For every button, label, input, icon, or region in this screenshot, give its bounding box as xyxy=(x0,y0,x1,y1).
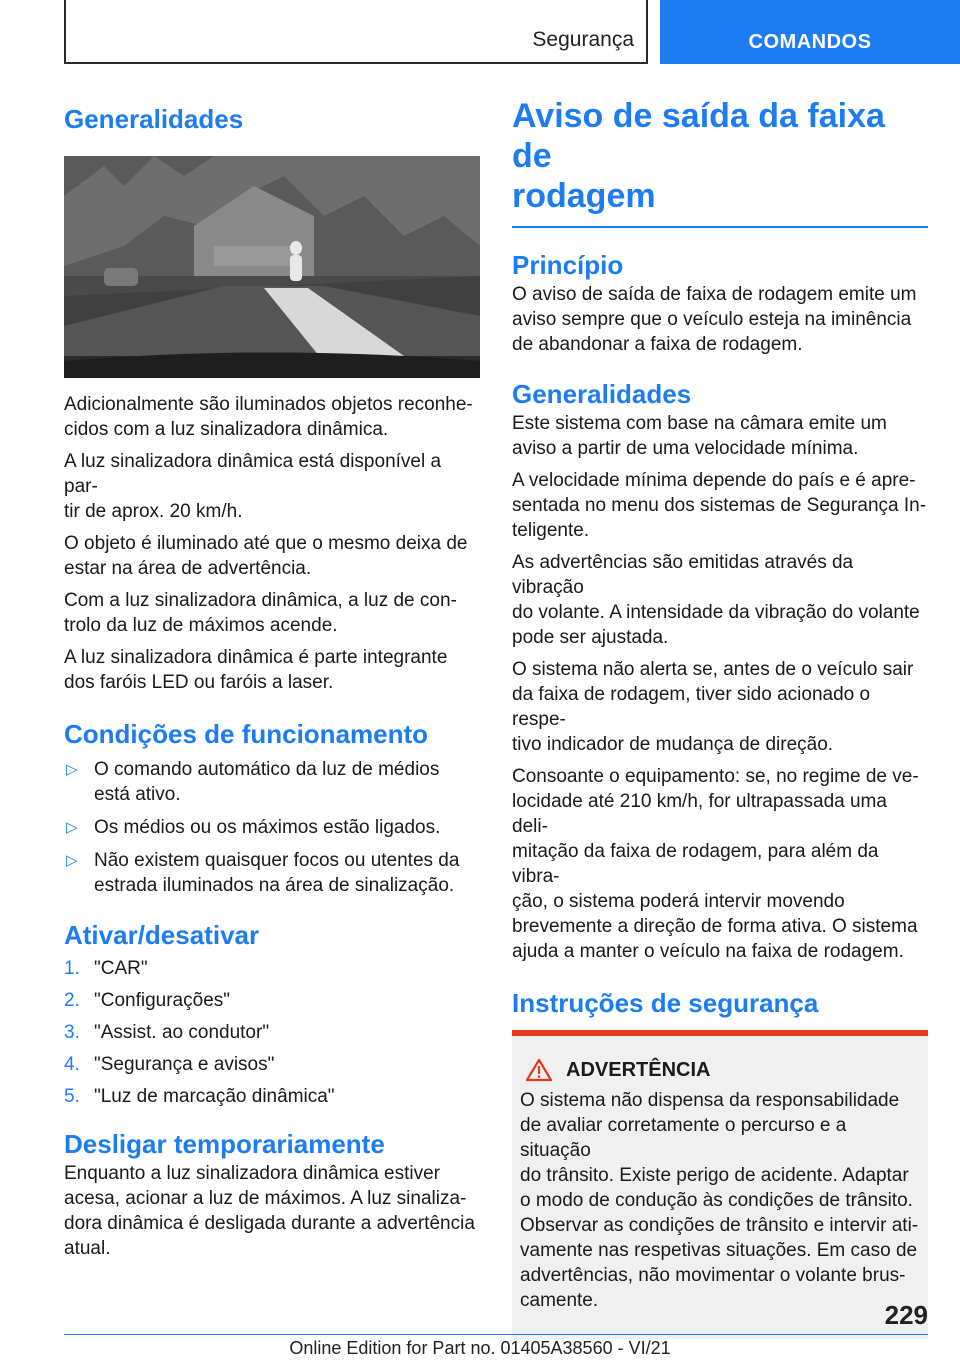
list-item: ▷ O comando automático da luz de médios está ativo. xyxy=(66,759,440,805)
warning-header xyxy=(520,1058,920,1082)
triangle-bullet-icon: ▷ xyxy=(66,761,78,778)
left-column xyxy=(64,96,480,1261)
list-item: ▷ Não existem quaisquer focos ou utentes da estrada iluminados na área de sinalização. xyxy=(66,850,460,896)
step-number: 4. xyxy=(64,1054,80,1075)
page-number: 229 xyxy=(884,1300,928,1330)
footer-rule xyxy=(64,1334,928,1335)
night-road-illustration xyxy=(64,156,480,378)
warning-box xyxy=(512,1030,928,1339)
step-number: 2. xyxy=(64,990,80,1011)
list-item: 1. "CAR" xyxy=(64,958,148,979)
heading-general: Generalidades xyxy=(512,379,692,409)
chapter-tab[interactable] xyxy=(660,0,960,64)
heading-activate: Ativar/desativar xyxy=(64,920,260,950)
chapter-tab-label: COMANDOS xyxy=(748,30,872,53)
step-number: 3. xyxy=(64,1022,80,1043)
illustration-dynamic-marking-light xyxy=(64,156,480,378)
intro-paragraphs xyxy=(64,392,480,695)
paragraph: Este sistema com base na câmara emite um aviso a partir de uma velocidade mínima. xyxy=(512,413,887,459)
heading-conditions: Condições de funcionamento xyxy=(64,719,429,749)
warning-triangle-icon xyxy=(526,1058,552,1082)
triangle-bullet-icon: ▷ xyxy=(66,819,78,836)
paragraph: As advertências são emitidas através da vibração do volante. A intensidade da vibração do volante pode ser ajustada. xyxy=(512,552,920,648)
heading-safety: Instruções de segurança xyxy=(512,988,819,1018)
paragraph: O sistema não alerta se, antes de o veículo sair da faixa de rodagem, tiver sido acionado o respe- tivo indicador de mudança de direção. xyxy=(512,659,914,755)
paragraph: Consoante o equipamento: se, no regime de ve- locidade até 210 km/h, for ultrapassada uma deli- mitação da faixa de rodagem, para além da vibra- ção, o sistema poderá intervir movendo brevemente a direção de forma ativa. O sistema ajuda a manter o veículo na faixa de rodagem. xyxy=(512,766,919,962)
right-column xyxy=(512,96,928,1339)
list-item: 3. "Assist. ao condutor" xyxy=(64,1022,270,1043)
edition-text: Online Edition for Part no. 01405A38560 - VI/21 xyxy=(289,1338,671,1358)
list-item: 4. "Segurança e avisos" xyxy=(64,1054,275,1075)
conditions-list xyxy=(64,757,480,898)
title-rule xyxy=(512,226,928,228)
main-title: Aviso de saída da faixa de rodagem xyxy=(512,97,885,215)
heading-principle: Princípio xyxy=(512,250,624,280)
triangle-bullet-icon: ▷ xyxy=(66,852,78,869)
paragraph: O aviso de saída de faixa de rodagem emite um aviso sempre que o veículo esteja na iminência de abandonar a faixa de rodagem. xyxy=(512,284,917,355)
heading-temporary-off: Desligar temporariamente xyxy=(64,1129,385,1159)
list-item: 5. "Luz de marcação dinâmica" xyxy=(64,1086,335,1107)
heading-generalidades: Generalidades xyxy=(64,104,244,134)
warning-text: O sistema não dispensa da responsabilidade de avaliar corretamente o percurso e a situação do trânsito. Existe perigo de acidente. Adaptar o modo de condução às condições de trânsito. Observar as condições de trânsito e intervir ati- vamente nas respetivas situações. Em caso de advertências, não movimentar o volante brus- camente. xyxy=(520,1090,919,1311)
steps-list xyxy=(64,956,480,1109)
paragraph: Adicionalmente são iluminados objetos reconhe- cidos com a luz sinalizadora dinâmica. xyxy=(64,394,473,440)
step-number: 5. xyxy=(64,1086,80,1107)
step-number: 1. xyxy=(64,958,80,979)
paragraph: O objeto é iluminado até que o mesmo deixa de estar na área de advertência. xyxy=(64,533,468,579)
paragraph: Com a luz sinalizadora dinâmica, a luz de con- trolo da luz de máximos acende. xyxy=(64,590,457,636)
paragraph: A luz sinalizadora dinâmica está disponível a par- tir de aprox. 20 km/h. xyxy=(64,451,442,522)
section-title: Segurança xyxy=(532,28,634,51)
warning-title: ADVERTÊNCIA xyxy=(566,1058,711,1081)
list-item: 2. "Configurações" xyxy=(64,990,231,1011)
paragraph: A luz sinalizadora dinâmica é parte integrante dos faróis LED ou faróis a laser. xyxy=(64,647,448,693)
header-frame xyxy=(64,0,648,64)
paragraph: Enquanto a luz sinalizadora dinâmica estiver acesa, acionar a luz de máximos. A luz sinaliza- dora dinâmica é desligada durante a advertência atual. xyxy=(64,1163,475,1259)
list-item: ▷ Os médios ou os máximos estão ligados. xyxy=(66,817,441,838)
paragraph: A velocidade mínima depende do país e é apre- sentada no menu dos sistemas de Segurança In- teligente. xyxy=(512,470,927,541)
